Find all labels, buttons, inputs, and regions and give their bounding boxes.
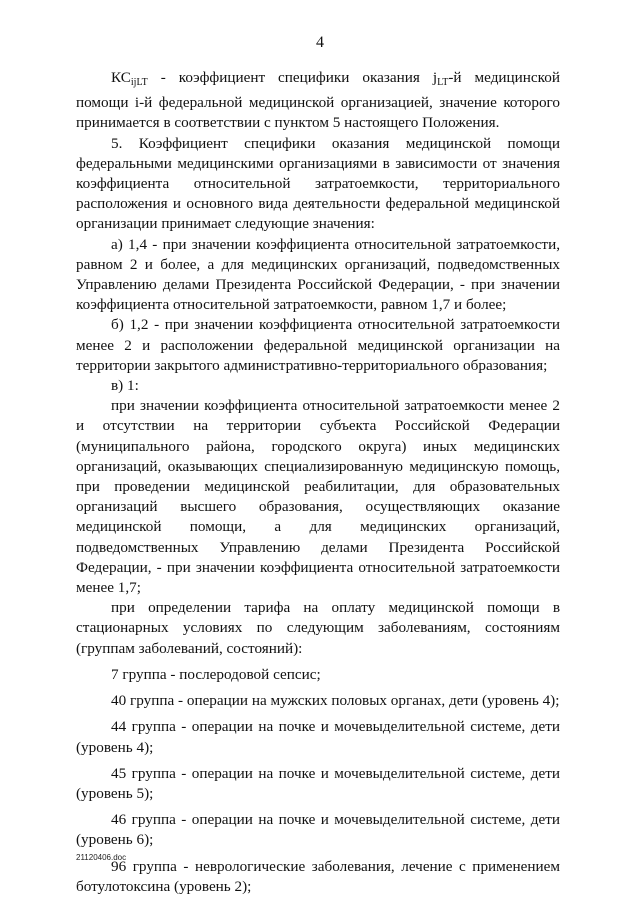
paragraph-item-v: в) 1:	[111, 377, 139, 395]
definition-dash: -	[147, 69, 179, 86]
group-item-45: 45 группа - операции на почке и мочевыделительной системе, дети (уровень 5);	[76, 764, 560, 802]
definition-j-symbol: j	[432, 69, 438, 86]
definition-symbol-subscript: ijLT	[130, 77, 148, 88]
definition-text-part2: -й медицинской помощи i-й федеральной медицинской организацией, значение которого принимается в соответствии с пунктом 5 настоящего Положения.	[76, 69, 560, 132]
paragraph-item-a: а) 1,4 - при значении коэффициента относительной затратоемкости, равном 2 и более, а для медицинских организаций, подведомственных Управлению делами Президента Российской Федерации, - при значении коэффициента относительной затратоемкости, равном 1,7 и более;	[76, 235, 560, 314]
group-item-96: 96 группа - неврологические заболевания, лечение с применением ботулотоксина (уровень 2);	[76, 857, 560, 895]
definition-j-subscript: LT	[437, 77, 449, 88]
document-body	[76, 68, 560, 897]
group-item-7: 7 группа - послеродовой сепсис;	[111, 665, 321, 683]
group-item-46: 46 группа - операции на почке и мочевыделительной системе, дети (уровень 6);	[76, 811, 560, 849]
definition-paragraph	[76, 68, 560, 134]
definition-text-part1: коэффициент специфики оказания	[178, 69, 433, 86]
group-item-40: 40 группа - операции на мужских половых органах, дети (уровень 4);	[111, 692, 560, 710]
group-item-44: 44 группа - операции на почке и мочевыделительной системе, дети (уровень 4);	[76, 718, 560, 756]
paragraph-condition-1: при значении коэффициента относительной затратоемкости менее 2 и отсутствии на территории субъекта Российской Федерации (муниципального района, городского округа) иных медицинских организаций, оказывающих специализированную медицинскую помощь, при проведении медицинской реабилитации, для образовательных организаций высшего образования, осуществляющих оказание медицинской помощи, а для медицинских организаций, подведомственных Управлению делами Президента Российской Федерации, - при значении коэффициента относительной затратоемкости менее 1,7;	[76, 397, 560, 597]
page-number: 4	[316, 34, 324, 51]
paragraph-item-5: 5. Коэффициент специфики оказания медицинской помощи федеральными медицинскими организациями в зависимости от значения коэффициента относительной затратоемкости, территориального расположения и основного вида деятельности федеральной медицинской организации принимает следующие значения:	[76, 134, 560, 233]
paragraph-item-b: б) 1,2 - при значении коэффициента относительной затратоемкости менее 2 и расположении федеральной медицинской организации на территории закрытого административно-территориального образования;	[76, 316, 560, 374]
definition-symbol-group	[111, 69, 179, 86]
document-file-name: 21120406.doc	[76, 853, 127, 862]
definition-symbol: КС	[111, 69, 131, 86]
paragraph-condition-2: при определении тарифа на оплату медицинской помощи в стационарных условиях по следующим заболеваниям, состояниям (группам заболеваний, состояний):	[76, 599, 560, 657]
